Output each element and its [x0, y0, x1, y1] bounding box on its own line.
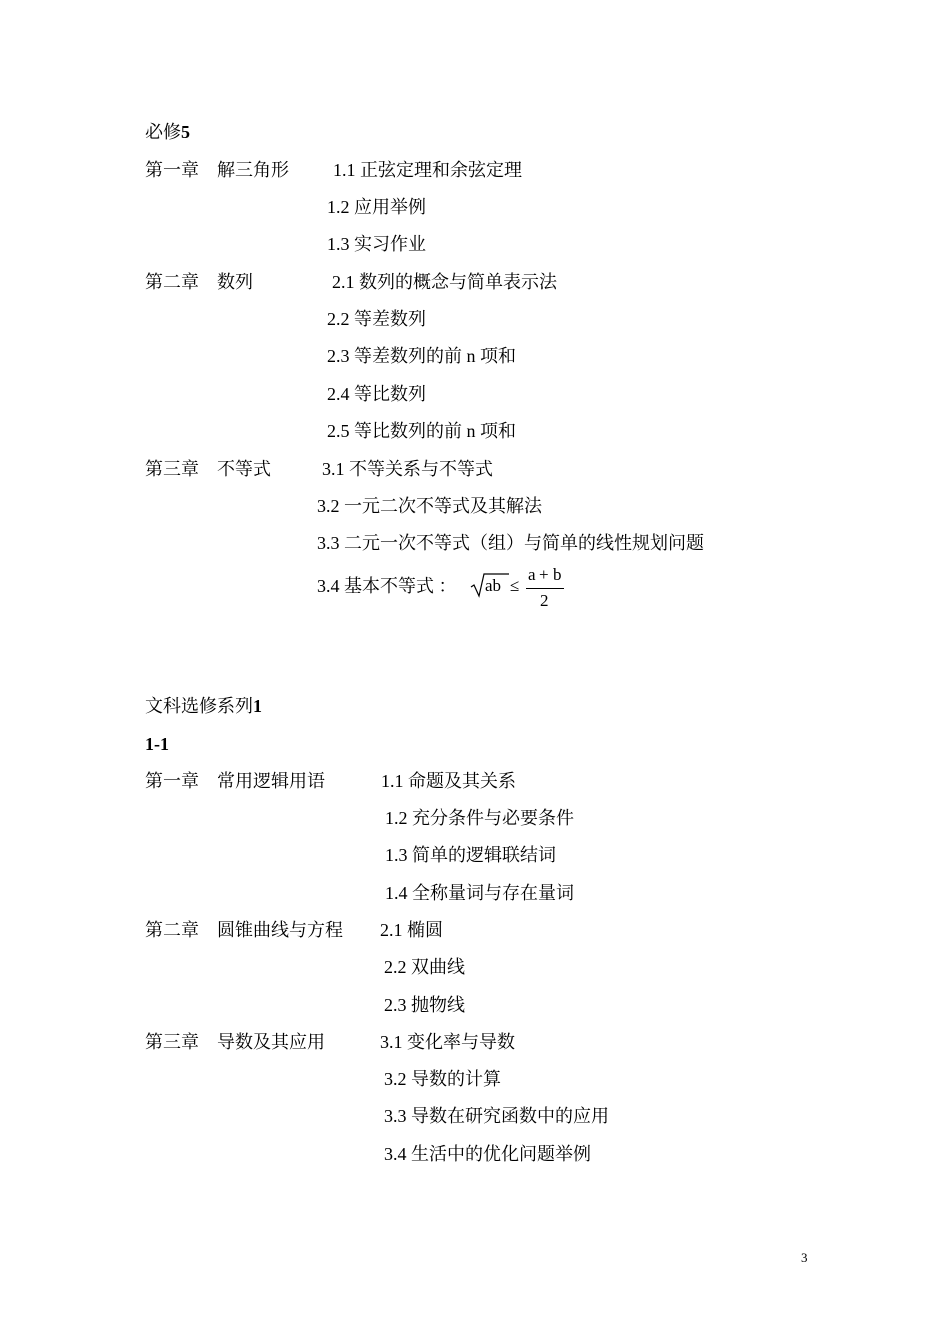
section-item: 3.3 导数在研究函数中的应用	[384, 1106, 609, 1126]
chapter-name: 数列	[217, 272, 253, 292]
section-item: 2.3 抛物线	[384, 995, 465, 1015]
section-item: 1.4 全称量词与存在量词	[385, 883, 574, 903]
section-item: 2.3 等差数列的前 n 项和	[327, 346, 516, 366]
denominator: 2	[540, 591, 549, 610]
numerator-a: a	[528, 565, 536, 584]
fraction-bar	[526, 588, 564, 589]
elective-title-text: 文科选修系列	[145, 696, 253, 716]
section-item: 1.3 简单的逻辑联结词	[385, 845, 556, 865]
chapter-label: 第二章	[145, 920, 199, 940]
chapter-label: 第一章	[145, 771, 199, 791]
book5-title	[145, 121, 190, 143]
elective-title	[145, 695, 262, 717]
elective-title-number: 1	[253, 696, 262, 716]
chapter-label: 第一章	[145, 160, 199, 180]
section-item: 3.2 一元二次不等式及其解法	[317, 496, 542, 516]
leq-symbol: ≤	[510, 576, 520, 595]
chapter-name: 常用逻辑用语	[217, 771, 325, 791]
section-item: 2.2 等差数列	[327, 309, 426, 329]
numerator-plus: +	[539, 565, 549, 584]
section-item: 2.1 椭圆	[380, 920, 443, 940]
page-number: 3	[801, 1250, 808, 1265]
chapter-name: 不等式	[217, 459, 271, 479]
section-item: 1.3 实习作业	[327, 234, 426, 254]
chapter-name: 解三角形	[217, 160, 289, 180]
elective-subtitle: 1-1	[145, 734, 169, 754]
book5-title-text: 必修	[145, 122, 181, 142]
sqrt-argument: ab	[485, 576, 502, 595]
section-item: 3.4 基本不等式 ：	[317, 576, 457, 596]
section-item: 2.5 等比数列的前 n 项和	[327, 421, 516, 441]
chapter-label: 第二章	[145, 272, 199, 292]
book5-title-number: 5	[181, 122, 190, 142]
section-item: 1.2 应用举例	[327, 197, 426, 217]
chapter-name: 圆锥曲线与方程	[217, 920, 343, 940]
section-item: 3.3 二元一次不等式（组）与简单的线性规划问题	[317, 533, 704, 553]
section-item: 3.2 导数的计算	[384, 1069, 501, 1089]
chapter-label: 第三章	[145, 1032, 199, 1052]
section-item: 1.2 充分条件与必要条件	[385, 808, 574, 828]
section-item: 3.4 生活中的优化问题举例	[384, 1144, 591, 1164]
numerator-b: b	[553, 565, 562, 584]
section-item: 2.1 数列的概念与简单表示法	[332, 272, 557, 292]
chapter-label: 第三章	[145, 459, 199, 479]
section-item: 1.1 命题及其关系	[381, 771, 516, 791]
section-item: 2.2 双曲线	[384, 957, 465, 977]
section-item: 2.4 等比数列	[327, 384, 426, 404]
section-item: 1.1 正弦定理和余弦定理	[333, 160, 522, 180]
chapter-name: 导数及其应用	[217, 1032, 325, 1052]
section-item: 3.1 变化率与导数	[380, 1032, 515, 1052]
section-item: 3.1 不等关系与不等式	[322, 459, 493, 479]
